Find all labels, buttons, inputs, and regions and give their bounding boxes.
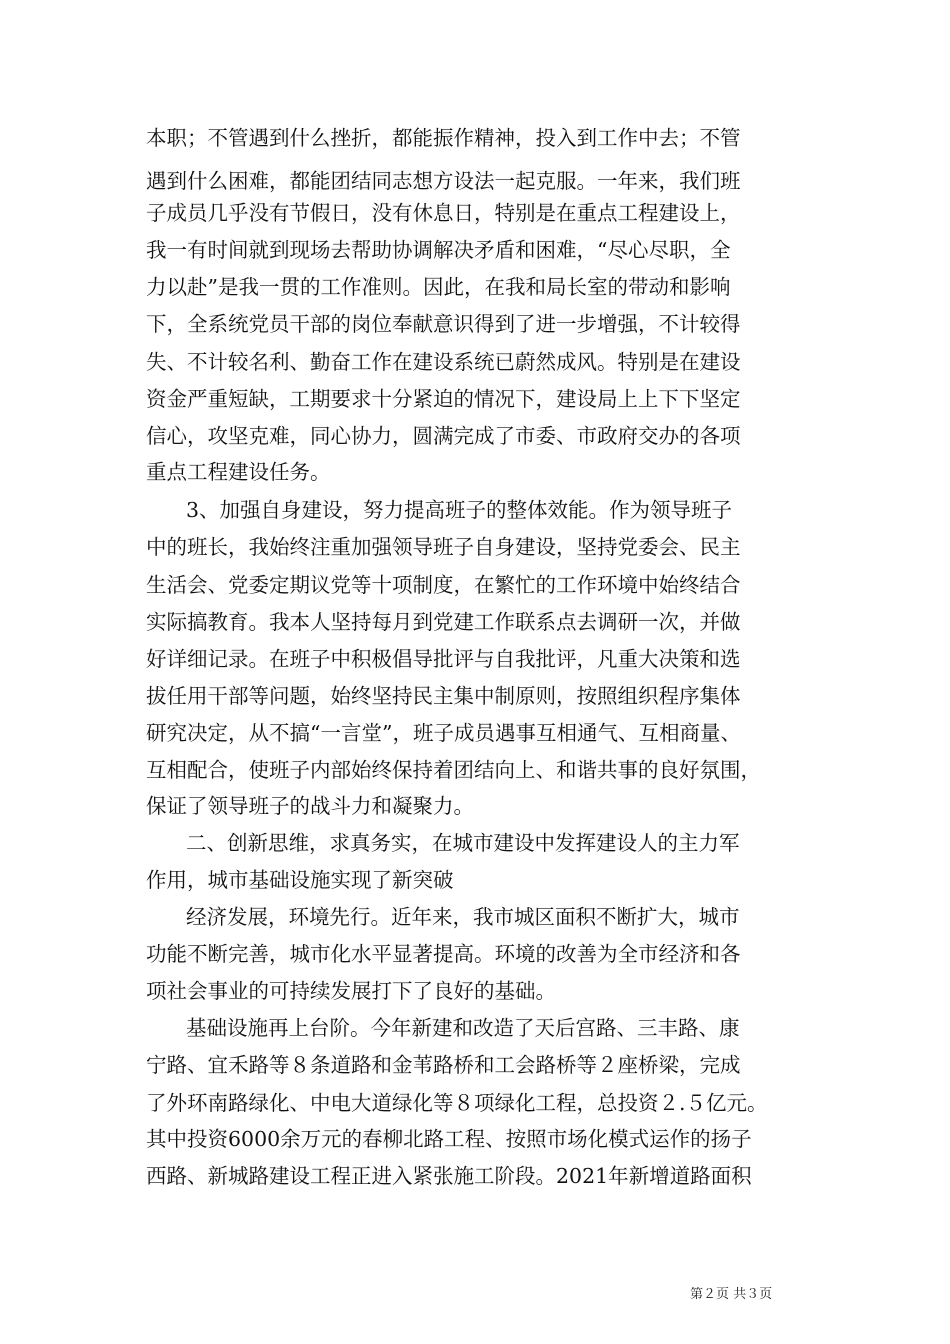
text-line: 失、不计较名利、勤奋工作在建设系统已蔚然成风。特别是在建设 bbox=[146, 350, 741, 374]
text-line: 宁路、宜禾路等８条道路和金苇路桥和工会路桥等２座桥梁，完成 bbox=[146, 1053, 741, 1077]
text-line: 重点工程建设任务。 bbox=[146, 460, 331, 484]
section-heading: 作用，城市基础设施实现了新突破 bbox=[146, 868, 454, 892]
text-line: 生活会、党委定期议党等十项制度，在繁忙的工作环境中始终结合 bbox=[146, 573, 741, 597]
text-line: 力以赴”是我一贯的工作准则。因此，在我和局长室的带动和影响 bbox=[146, 275, 731, 299]
text-line: 功能不断完善，城市化水平显著提高。环境的改善为全市经济和各 bbox=[146, 942, 741, 966]
section-heading: 二、创新思维，求真务实，在城市建设中发挥建设人的主力军 bbox=[186, 831, 740, 855]
text-line: 互相配合，使班子内部始终保持着团结向上、和谐共事的良好氛围， bbox=[146, 758, 761, 782]
text-line: 本职；不管遇到什么挫折，都能振作精神，投入到工作中去；不管 bbox=[146, 126, 741, 150]
text-line: 信心，攻坚克难，同心协力，圆满完成了市委、市政府交办的各项 bbox=[146, 424, 741, 448]
text-line: 下，全系统党员干部的岗位奉献意识得到了进一步增强，不计较得 bbox=[146, 312, 741, 336]
text-line: 其中投资6000余万元的春柳北路工程、按照市场化模式运作的扬子 bbox=[146, 1127, 752, 1151]
text-line: 经济发展，环境先行。近年来，我市城区面积不断扩大，城市 bbox=[186, 905, 740, 929]
text-line: 好详细记录。在班子中积极倡导批评与自我批评，凡重大决策和选 bbox=[146, 647, 741, 671]
page-number-footer: 第２页 共３页 bbox=[690, 1287, 773, 1302]
text-line: 实际搞教育。我本人坚持每月到党建工作联系点去调研一次，并做 bbox=[146, 610, 741, 634]
text-line: 3、加强自身建设，努力提高班子的整体效能。作为领导班子 bbox=[186, 498, 733, 522]
text-line: 了外环南路绿化、中电大道绿化等８项绿化工程，总投资２.５亿元。 bbox=[146, 1091, 768, 1115]
text-line: 项社会事业的可持续发展打下了良好的基础。 bbox=[146, 979, 556, 1003]
text-line: 拔任用干部等问题，始终坚持民主集中制原则，按照组织程序集体 bbox=[146, 684, 741, 708]
text-line: 基础设施再上台阶。今年新建和改造了天后宫路、三丰路、康 bbox=[186, 1016, 740, 1040]
text-line: 中的班长，我始终注重加强领导班子自身建设，坚持党委会、民主 bbox=[146, 535, 741, 559]
text-line: 研究决定，从不搞“一言堂”，班子成员遇事互相通气、互相商量、 bbox=[146, 721, 741, 745]
text-line: 资金严重短缺，工期要求十分紧迫的情况下，建设局上上下下坚定 bbox=[146, 387, 741, 411]
text-line: 子成员几乎没有节假日，没有休息日，特别是在重点工程建设上， bbox=[146, 201, 741, 225]
text-line: 保证了领导班子的战斗力和凝聚力。 bbox=[146, 794, 474, 818]
text-line: 遇到什么困难，都能团结同志想方设法一起克服。一年来，我们班 bbox=[146, 169, 741, 193]
text-line: 西路、新城路建设工程正进入紧张施工阶段。2021年新增道路面积 bbox=[146, 1164, 752, 1188]
text-line: 我一有时间就到现场去帮助协调解决矛盾和困难，“尽心尽职，全 bbox=[146, 238, 731, 262]
